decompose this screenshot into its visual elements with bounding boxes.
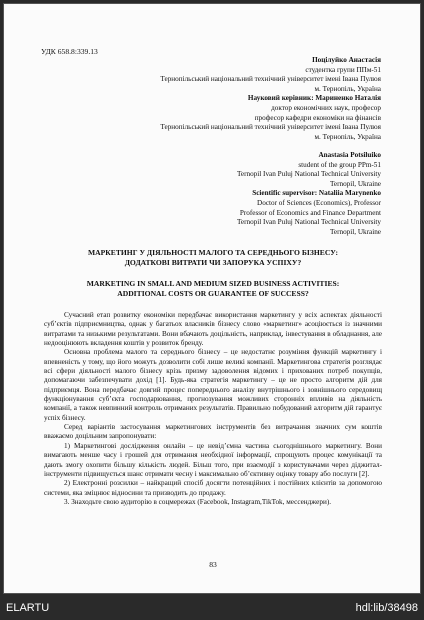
author-role-en: student of the group PPm-51 (298, 160, 381, 169)
paragraph-4: 1) Маркетингові дослідження онлайн – це невід’ємна частина сьогоднішнього маркетингу. Вони вимагають менше часу і грошей для отримання необхідної інформації, спрощують процес комунікації та дають змогу охопити більшу кількість людей. Більш того, при взаємодії з користувачами через діджитал-інструменти підвищується шанс отримати чесну і максимально об’єктивну оцінку товару або послуги [2]. (44, 441, 382, 478)
supervisor-en: Scientific supervisor: Nataliia Marynenko (252, 189, 381, 198)
supervisor-city-ua: м. Тернопіль, Україна (314, 132, 381, 141)
title-en-line2: ADDITIONAL COSTS OR GUARANTEE OF SUCCESS? (117, 288, 309, 298)
paragraph-5: 2) Електронні розсилки – найкращий спосіб досягти потенційних і постійних клієнтів за допомогою системи, яка зміцнює відносини та призводить до продажу. (44, 479, 382, 497)
footer-handle: hdl:lib/38498 (355, 602, 418, 614)
title-ua (44, 248, 382, 268)
supervisor-university-en: Ternopil Ivan Puluj National Technical University (237, 218, 381, 227)
supervisor-degree-en: Doctor of Sciences (Economics), Professor (257, 198, 381, 207)
udc-code: УДК 658.8:339.13 (41, 47, 98, 56)
author-city-ua: м. Тернопіль, Україна (314, 84, 381, 93)
paragraph-6: 3. Знаходьте свою аудиторію в соцмережах (Facebook, Instagram,TikTok, мессенджери). (64, 497, 332, 506)
supervisor-city-en: Ternopil, Ukraine (330, 227, 381, 236)
article-body (44, 311, 382, 507)
supervisor-degree-ua: доктор економічних наук, професор (271, 103, 381, 112)
title-en-line1: MARKETING IN SMALL AND MEDIUM SIZED BUSINESS ACTIVITIES: (86, 279, 340, 288)
author-block-en (237, 151, 381, 237)
author-role-ua: студентка групи ППм-51 (305, 65, 381, 74)
title-ua-line1: МАРКЕТИНГ У ДІЯЛЬНОСТІ МАЛОГО ТА СЕРЕДНЬОГО БІЗНЕСУ: (87, 248, 339, 257)
paragraph-2: Основна проблема малого та середнього бізнесу – це недостатнє розуміння функцій маркетингу і впевненість у тому, що його можуть дозволити собі лише великі компанії. Маркетингова стратегія розглядає всі сфери діяльності малого бізнесу крізь призму задоволення відомих і прихованих потреб покупців, допомагаючи забезпечувати дохід [1]. Будь-яка стратегія маркетингу – це не просто алгоритм дій для підприємця. Вона передбачає довгий процес попереднього аналізу внутрішнього і зовнішнього середовищ функціонування суб’єкта господарювання, прогнозування можливих сторонніх впливів на діяльність компанії, а також невпинний контроль отриманих результатів. Правильно побудований алгоритм дій гарантує успіх бізнесу. (44, 348, 382, 422)
author-university-en: Ternopil Ivan Puluj National Technical University (237, 170, 381, 179)
author-city-en: Ternopil, Ukraine (330, 179, 381, 188)
footer-bar (0, 594, 424, 620)
supervisor-position-en: Professor of Economics and Finance Department (239, 208, 381, 217)
supervisor-position-ua: професор кафедри економіки на фінансів (254, 113, 381, 122)
author-name-ua: Поцілуйко Анастасія (312, 56, 381, 64)
document-page (3, 3, 421, 594)
title-ua-line2: ДОДАТКОВІ ВИТРАТИ ЧИ ЗАПОРУКА УСПІХУ? (124, 257, 302, 267)
author-block-ua (160, 56, 381, 142)
paragraph-1: Сучасний етап розвитку економіки передбачає використання маркетингу у всіх аспектах діяльності суб’єктів підприємництва, однак у багатьох власників бізнесу слово «маркетинг» асоціюється із значними витратами та низькими результатами. Вони вбачають доцільність, наприклад, інвестування в обладнання, але недооцінюють вкладення коштів у розвиток бренду. (44, 311, 382, 348)
paragraph-3: Серед варіантів застосування маркетингових інструментів без витрачання значних сум коштів вважаємо доцільним запропонувати: (44, 423, 382, 441)
author-name-en: Anastasia Potsiluiko (318, 151, 381, 159)
page-number: 83 (209, 560, 217, 569)
supervisor-university-ua: Тернопільський національний технічний університет імені Івана Пулюя (160, 123, 381, 132)
supervisor-ua: Науковий керівник: Мариненко Наталія (247, 94, 381, 103)
title-en (44, 279, 382, 299)
footer-repository-label: ELARTU (6, 602, 50, 614)
author-university-ua: Тернопільський національний технічний університет імені Івана Пулюя (160, 75, 381, 84)
